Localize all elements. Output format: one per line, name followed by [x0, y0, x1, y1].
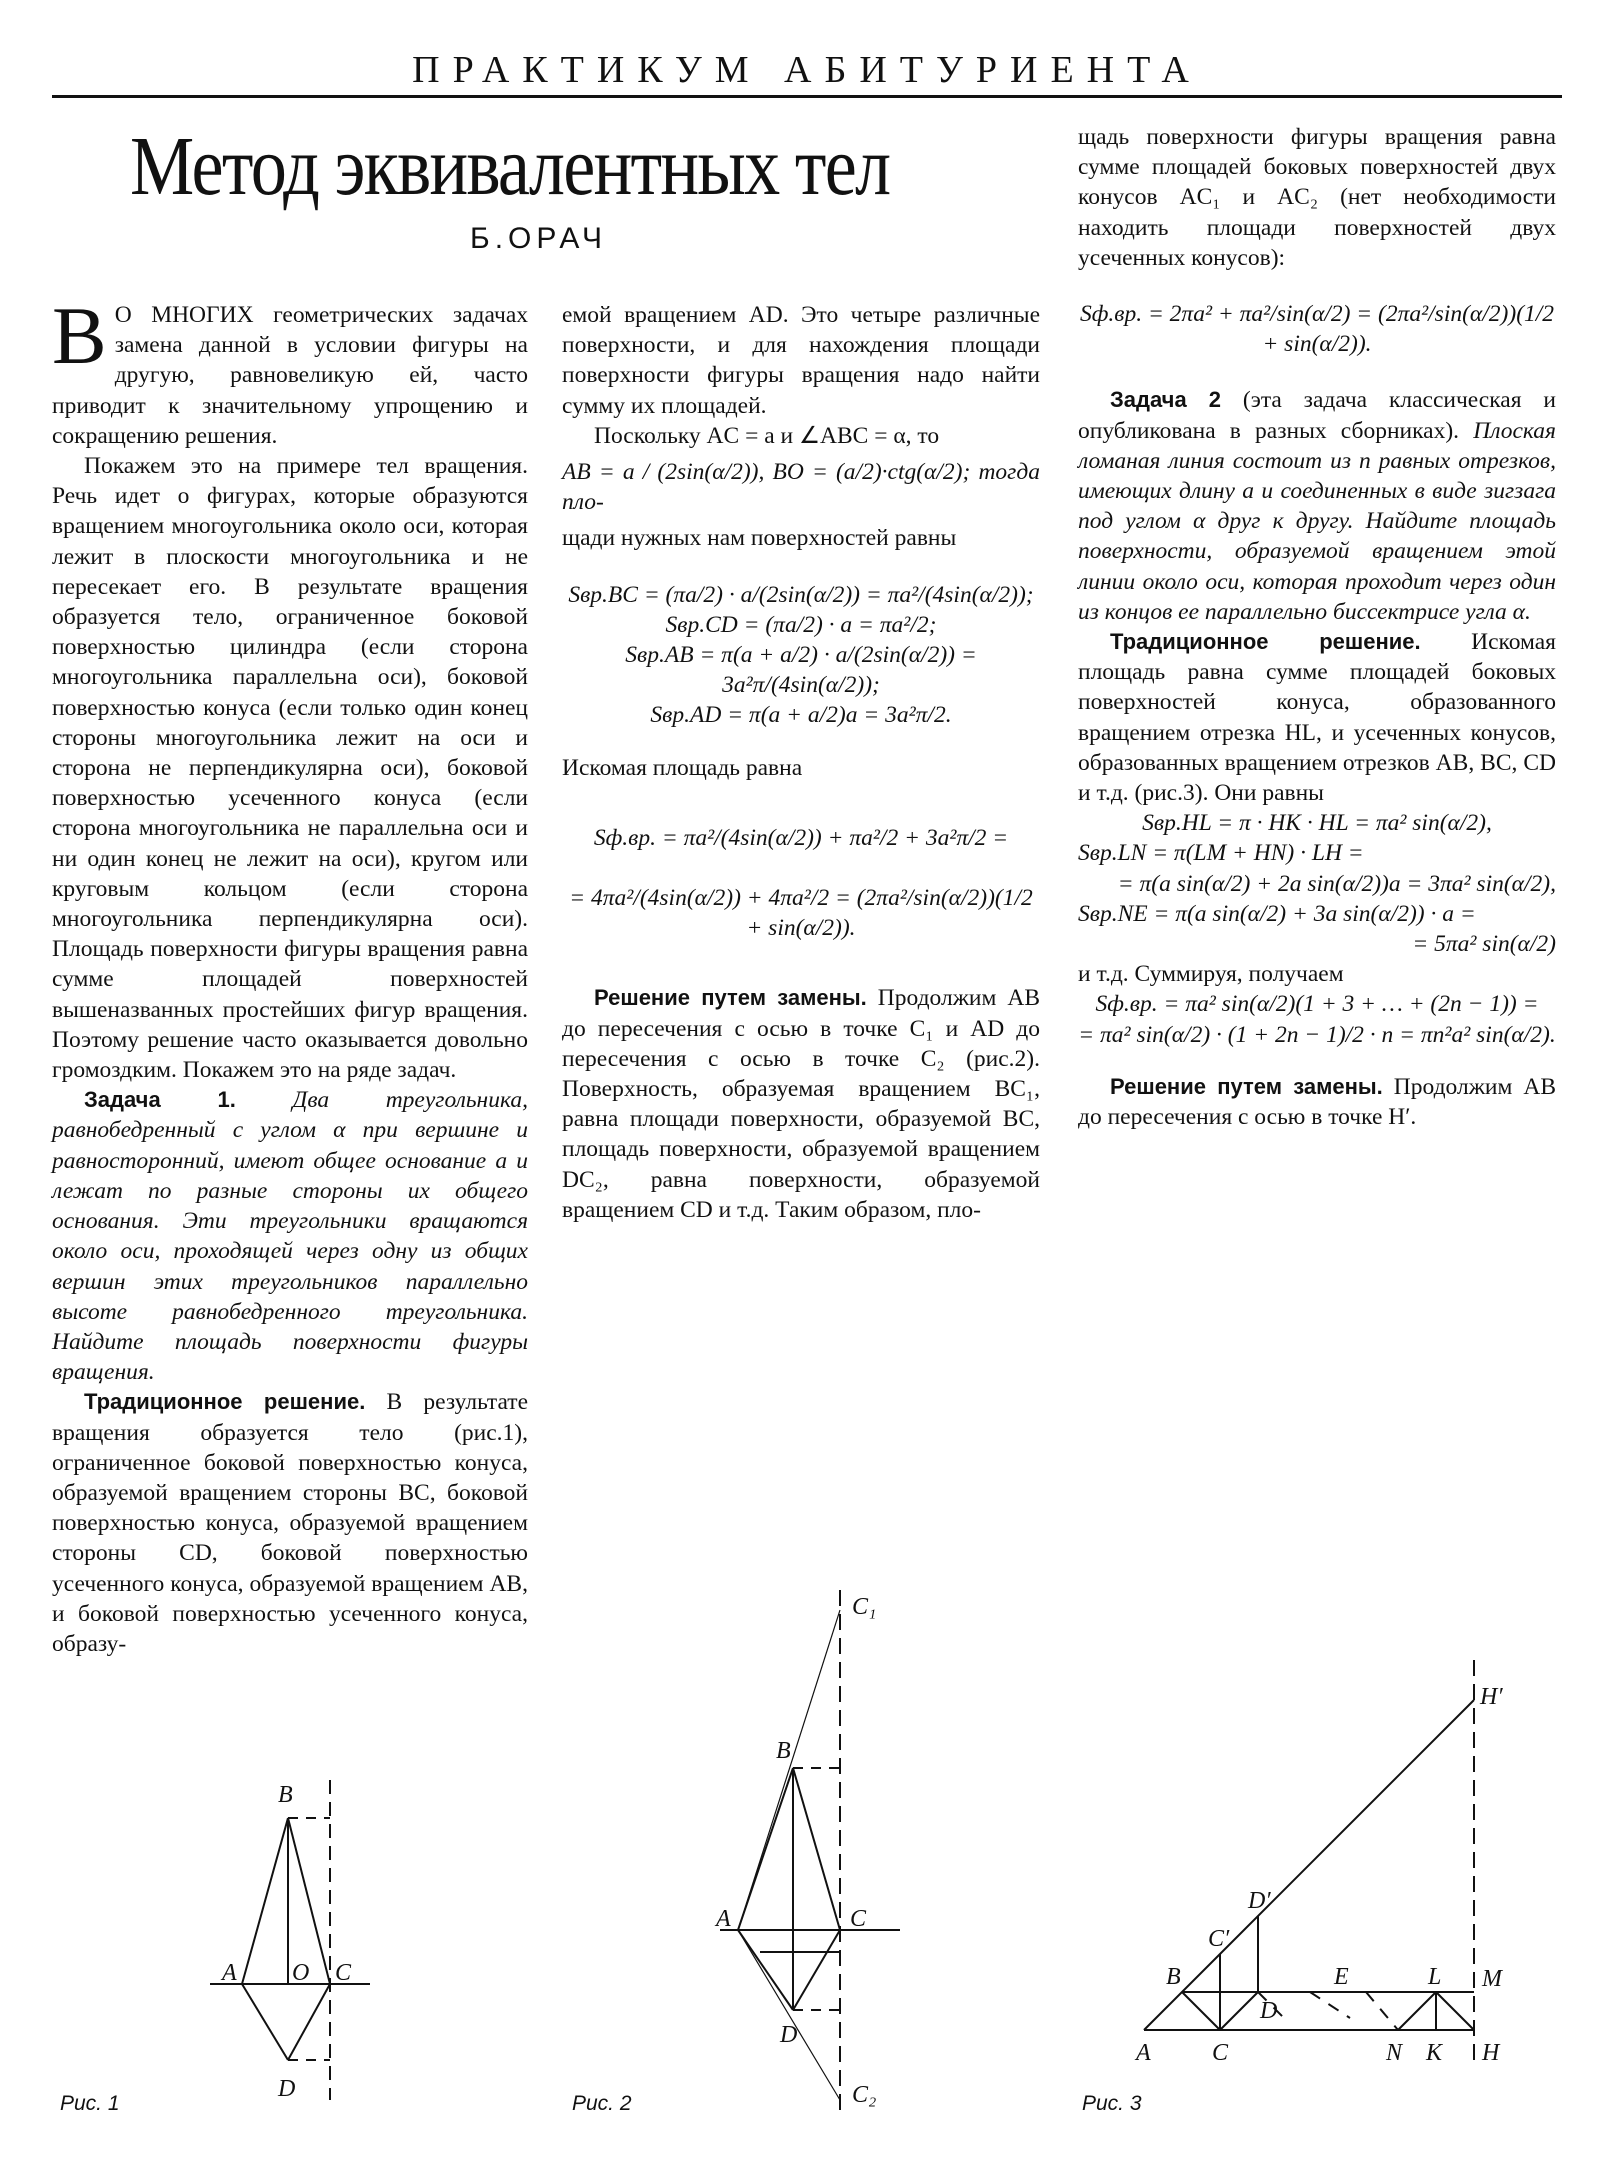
edge-cd	[793, 1930, 840, 2010]
formula-s-bc: Sвр.BC = (πa/2) · a/(2sin(α/2)) = πa²/(4sin(α/2));	[568, 581, 1034, 608]
edge-cd	[1220, 1992, 1258, 2030]
replacement-solution-1	[562, 983, 1040, 1225]
fig3-label-c1: C′	[1208, 1926, 1230, 1952]
fig1-label-d: D	[278, 2076, 296, 2102]
formula-s-hl: Sвр.HL = π · HK · HL = πa² sin(α/2),	[1142, 810, 1492, 837]
edge-ba	[738, 1768, 793, 1930]
formula-s-ne: Sвр.NE = π(a sin(α/2) + 3a sin(α/2)) · a =	[1078, 900, 1476, 927]
trad-solution-2	[1078, 627, 1556, 808]
dash-2	[1310, 1992, 1350, 2018]
fig3-caption: Рис. 3	[1082, 2092, 1142, 2115]
formula-s-ad: Sвр.AD = π(a + a/2)a = 3a²π/2.	[650, 702, 952, 729]
article-title: Метод эквивалентных тел	[130, 120, 890, 213]
task2-text: Плоская ломаная линия состоит из n равных отрезков, имеющих длину a и соединенных в виде зигзага под углом α друг к другу. Найдите площадь поверхности, образуемой вращением этой линии около оси, которая проходит через один из концов ее параллельно биссектрисе угла α.	[1078, 417, 1556, 625]
trad-label-2: Традиционное решение.	[1110, 629, 1421, 655]
fig2-label-c1: C₁	[852, 1594, 877, 1620]
edge-bc	[1182, 1992, 1220, 2030]
edge-cd	[288, 1984, 330, 2060]
formula-s-ln-2: = π(a sin(α/2) + 2a sin(α/2))a = 3πa² sin(α/2),	[1117, 870, 1556, 897]
repl-text-2: Продолжим AB до пересечения с осью в точке H′.	[1078, 1073, 1557, 1131]
figure-1	[190, 1760, 390, 2120]
col3-paragraph-1: щадь поверхности фигуры вращения равна сумме площадей боковых поверхностей двух конусов AC₁ и AC₂ (нет необходимости находить площади поверхностей двух усеченных конусов):	[1078, 124, 1556, 271]
fig2-caption: Рис. 2	[572, 2092, 632, 2115]
dash-3	[1366, 1992, 1398, 2030]
figure-3	[1130, 1640, 1550, 2080]
formula-s-total: Sф.вр. = πa²/(4sin(α/2)) + πa²/2 + 3a²π/2 =	[593, 824, 1009, 851]
col2-paragraph-1: емой вращением AD. Это четыре различные поверхности, и для нахождения площади поверхности фигуры вращения надо найти сумму их площадей.	[562, 302, 1040, 419]
formula-s-ne-2: = 5πa² sin(α/2)	[1412, 931, 1556, 958]
edge-nl	[1398, 1992, 1436, 2030]
col3-paragraph-2: и т.д. Суммируя, получаем	[1078, 961, 1344, 988]
column-3	[1078, 122, 1556, 1132]
edge-lh	[1436, 1992, 1474, 2030]
fig3-label-l: L	[1428, 1964, 1442, 1990]
col2-paragraph-4: Искомая площадь равна	[562, 754, 803, 781]
fig3-label-n: N	[1386, 2040, 1403, 2066]
edge-ad	[738, 1930, 793, 2010]
formula-s-total-2: = 4πa²/(4sin(α/2)) + 4πa²/2 = (2πa²/sin(α/2))(1/2 + sin(α/2)).	[569, 885, 1033, 942]
article-author: Б.ОРАЧ	[470, 222, 608, 255]
paragraph-2: Покажем это на примере тел вращения. Речь идет о фигурах, которые образуются вращением многоугольника около оси, которая лежит в плоскости многоугольника и не пересекает его. В результате вращения образуется тело, ограниченное боковой поверхностью цилиндра (если сторона многоугольника параллельна оси), боковой поверхностью конуса (если только один конец стороны многоугольника лежит на оси и сторона не перпендикулярна оси), боковой поверхностью усеченного конуса (если сторона многоугольника не параллельна оси и ни один конец не лежит на оси), кругом или круговым кольцом (если сторона многоугольника перпендикулярна оси). Площадь поверхности фигуры вращения равна сумме площадей поверхностей вышеназванных простейших фигур вращения. Поэтому решение часто оказывается довольно громоздким. Покажем это на ряде задач.	[52, 453, 528, 1084]
column-1	[52, 290, 528, 1659]
task2	[1078, 385, 1556, 627]
fig3-label-k: K	[1426, 2040, 1443, 2066]
fig3-label-c: C	[1212, 2040, 1229, 2066]
fig1-label-o: O	[292, 1960, 310, 1986]
fig1-label-c: C	[335, 1960, 352, 1986]
fig3-label-b: B	[1166, 1964, 1181, 1990]
fig2-label-b: B	[776, 1738, 791, 1764]
header-rule	[52, 95, 1562, 98]
fig2-label-a: A	[716, 1906, 731, 1932]
col2-paragraph-3: щади нужных нам поверхностей равны	[562, 525, 957, 552]
formula-s-cd: Sвр.CD = (πa/2) · a = πa²/2;	[665, 611, 937, 638]
fig1-caption: Рис. 1	[60, 2092, 120, 2115]
fig3-label-h1: H′	[1480, 1684, 1503, 1710]
edge-ad	[242, 1984, 288, 2060]
task1-label: Задача 1.	[84, 1087, 236, 1113]
task1	[52, 1085, 528, 1387]
fig1-label-b: B	[278, 1782, 293, 1808]
drop-cap: В	[52, 290, 107, 381]
formula-s-total-3: Sф.вр. = 2πa² + πa²/sin(α/2) = (2πa²/sin(α/2))(1/2 + sin(α/2)).	[1079, 301, 1555, 358]
task2-label: Задача 2	[1110, 387, 1222, 413]
fig3-label-a: A	[1136, 2040, 1151, 2066]
replacement-solution-2	[1078, 1072, 1556, 1132]
fig3-label-m: M	[1482, 1966, 1502, 1992]
intro-text: О МНОГИХ геометрических задачах замена данной в условии фигуры на другую, равновеликую ей, часто приводит к значительному упрощению и сокращению решения.	[52, 302, 528, 449]
repl-text-1: Продолжим AB до пересечения с осью в точке C₁ и AD до пересечения с осью в точке C₂ (рис.2). Поверхность, образуемая вращением BC₁, равна площади поверхности, образуемой BC, площадь поверхности, образуемой вращением DC₂, равна поверхности, образуемой вращением CD и т.д. Таким образом, пло-	[562, 985, 1041, 1223]
trad-text-1: В результате вращения образуется тело (рис.1), ограниченное боковой поверхностью конуса, образуемой вращением стороны BC, боковой поверхностью конуса, образуемой вращением стороны CD, боковой поверхностью усеченного конуса, образуемой вращением AB, и боковой поверхностью усеченного конуса, образу-	[52, 1389, 528, 1657]
formula-s-ab: Sвр.AB = π(a + a/2) · a/(2sin(α/2)) = 3a²π/(4sin(α/2));	[625, 642, 977, 699]
formula-sum-2: = πa² sin(α/2) · (1 + 2n − 1)/2 · n = πn²a² sin(α/2).	[1078, 1021, 1556, 1048]
figure-2	[700, 1580, 930, 2120]
trad-label-1: Традиционное решение.	[84, 1389, 366, 1415]
fig1-label-a: A	[222, 1960, 237, 1986]
fig3-label-e: E	[1334, 1964, 1349, 1990]
fig2-label-d: D	[780, 2022, 798, 2048]
repl-label-1: Решение путем замены.	[594, 985, 867, 1011]
fig2-label-c: C	[850, 1906, 867, 1932]
fig3-label-d: D	[1260, 1998, 1278, 2024]
section-header: ПРАКТИКУМ АБИТУРИЕНТА	[412, 49, 1202, 91]
column-2	[562, 300, 1040, 1225]
formula-s-ln: Sвр.LN = π(LM + HN) · LH =	[1078, 840, 1364, 867]
task2-note: (эта задача классическая и опубликована в разных сборниках).	[1078, 387, 1556, 444]
fig2-label-c2: C₂	[852, 2082, 877, 2108]
repl-label-2: Решение путем замены.	[1110, 1073, 1383, 1099]
trad-text-2: Искомая площадь равна сумме площадей боковых поверхностей конуса, образованного вращением отрезка HL, и усеченных конусов, образованных вращением отрезков AB, BC, CD и т.д. (рис.3). Они равны	[1078, 629, 1556, 807]
col2-paragraph-2: Поскольку AC = a и ∠ABC = α, то	[594, 422, 940, 449]
fig3-label-h: H	[1482, 2040, 1500, 2066]
fig3-label-d1: D′	[1248, 1888, 1271, 1914]
task1-text: Два треугольника, равнобедренный с углом α при вершине и равносторонний, имеют общее основание a и лежат по разные стороны их общего основания. Эти треугольники вращаются около оси, проходящей через одну из общих вершин этих треугольников параллельно высоте равнобедренного треугольника. Найдите площадь поверхности фигуры вращения.	[52, 1087, 528, 1386]
formula-sum: Sф.вр. = πa² sin(α/2)(1 + 3 + … + (2n − 1)) =	[1095, 991, 1539, 1018]
formula-ab: AB = a / (2sin(α/2)), BO = (a/2)·ctg(α/2); тогда пло-	[562, 459, 1040, 516]
trad-solution-1	[52, 1387, 528, 1659]
line-ah	[1144, 1700, 1474, 2030]
edge-bc	[793, 1768, 840, 1930]
intro-paragraph	[52, 290, 528, 451]
edge-ba	[242, 1818, 288, 1984]
